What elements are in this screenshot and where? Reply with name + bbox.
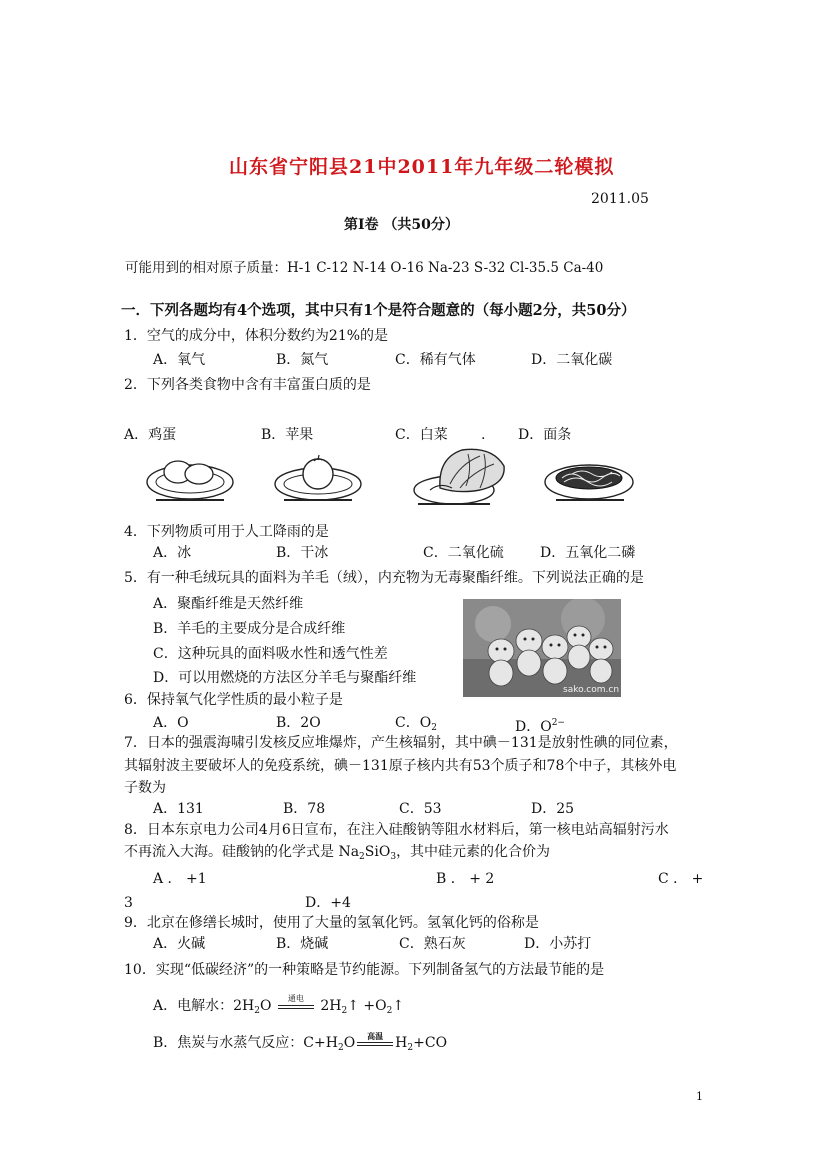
page-number: 1: [696, 1090, 703, 1103]
q8-option-a: A ． +1: [153, 871, 207, 887]
q4-stem: 4．下列物质可用于人工降雨的是: [124, 524, 329, 540]
q7-line-2: 其辐射波主要破坏人的免疫系统，碘－131原子核内共有53个质子和78个中子，其核外电: [124, 758, 677, 774]
q7-option-c: C．53: [399, 801, 442, 817]
q1-option-d: D．二氧化碳: [531, 352, 613, 368]
q5-option-a: A．聚酯纤维是天然纤维: [153, 596, 304, 612]
q4-option-b: B．干冰: [276, 545, 329, 561]
q6-option-a: A．O: [153, 715, 189, 731]
noodle-plate-image: [542, 452, 636, 504]
q10-stem: 10．实现“低碳经济”的一种策略是节约能源。下列制备氢气的方法最节能的是: [124, 962, 605, 978]
reaction-condition-high-temp: 高温: [355, 1036, 395, 1050]
part-heading: 一．下列各题均有4个选项，其中只有1个是符合题意的（每小题2分，共50分）: [121, 302, 636, 319]
q2-option-c: C．白菜: [395, 427, 448, 443]
q4-option-a: A．冰: [153, 545, 192, 561]
q5-option-d: D．可以用燃烧的方法区分羊毛与聚酯纤维: [153, 670, 417, 686]
exam-date: 2011.05: [591, 191, 649, 207]
q5-option-c: C．这种玩具的面料吸水性和透气性差: [153, 646, 388, 662]
q10-option-a: A．电解水：$2H_2O$ 通电 $2H_2↑$ $+O_2↑$: [153, 994, 405, 1016]
q9-option-a: A．火碱: [153, 936, 206, 952]
q2-option-b: B．苹果: [261, 427, 314, 443]
q5-option-b: B．羊毛的主要成分是合成纤维: [153, 621, 346, 637]
page-title: 山东省宁阳县21中2011年九年级二轮模拟: [229, 156, 615, 178]
q1-option-c: C．稀有气体: [395, 352, 476, 368]
q7-option-d: D．25: [531, 801, 575, 817]
q6-option-d: D．$O^{2-}$: [515, 718, 565, 735]
section-title: 第Ⅰ卷 （共50分）: [344, 217, 459, 233]
q9-option-b: B．烧碱: [276, 936, 329, 952]
q5-stem: 5．有一种毛绒玩具的面料为羊毛（绒），内充物为无毒聚酯纤维。下列说法正确的是: [124, 570, 644, 586]
atomic-masses: 可能用到的相对原子质量：H-1 C-12 N-14 O-16 Na-23 S-32 Cl-35.5 Ca-40: [125, 260, 604, 276]
plush-toys-photo: [463, 599, 621, 697]
q6-option-b: B．2O: [276, 715, 321, 731]
stray-dot: .: [481, 427, 486, 443]
q9-option-c: C．熟石灰: [399, 936, 466, 952]
q8-option-c-continued: 3: [124, 895, 133, 911]
q9-stem: 9．北京在修缮长城时，使用了大量的氢氧化钙。氢氧化钙的俗称是: [124, 915, 539, 931]
q7-line-1: 7．日本的强震海啸引发核反应堆爆炸，产生核辐射，其中碘－131是放射性碘的同位素，: [124, 735, 678, 751]
q1-option-a: A．氧气: [153, 352, 206, 368]
q2-option-a: A．鸡蛋: [124, 427, 177, 443]
q10-option-b: B．焦炭与水蒸气反应：$C+H_2O$ 高温 $H_2+CO$: [153, 1031, 448, 1053]
q8-line-1: 8．日本东京电力公司4月6日宣布，在注入硅酸钠等阻水材料后，第一核电站高辐射污水: [124, 822, 669, 838]
q7-option-b: B．78: [283, 801, 326, 817]
photo-watermark: sako.com.cn: [563, 685, 620, 695]
q7-option-a: A．131: [153, 801, 204, 817]
cabbage-plate-image: [410, 444, 510, 508]
reaction-condition-electrolysis: 通电: [276, 999, 316, 1013]
q1-option-b: B．氮气: [276, 352, 329, 368]
q8-option-c: C ． +: [658, 871, 704, 887]
q1-stem: 1．空气的成分中，体积分数约为21%的是: [124, 328, 389, 344]
q7-line-3: 子数为: [124, 780, 166, 796]
q8-line-2: 不再流入大海。硅酸钠的化学式是 $Na_2SiO_3$，其中硅元素的化合价为: [124, 844, 551, 862]
q2-option-d: D．面条: [518, 427, 572, 443]
q6-option-c: C．$O_2$: [395, 715, 437, 733]
egg-plate-image: [144, 452, 236, 504]
q8-option-b: B ． + 2: [436, 871, 495, 887]
q6-stem: 6．保持氧气化学性质的最小粒子是: [124, 692, 343, 708]
q2-stem: 2．下列各类食物中含有丰富蛋白质的是: [124, 377, 371, 393]
q9-option-d: D．小苏打: [524, 936, 592, 952]
apple-plate-image: [272, 452, 364, 504]
q4-option-c: C．二氧化硫: [423, 545, 504, 561]
q8-option-d: D．+4: [305, 895, 351, 911]
q4-option-d: D．五氧化二磷: [540, 545, 636, 561]
